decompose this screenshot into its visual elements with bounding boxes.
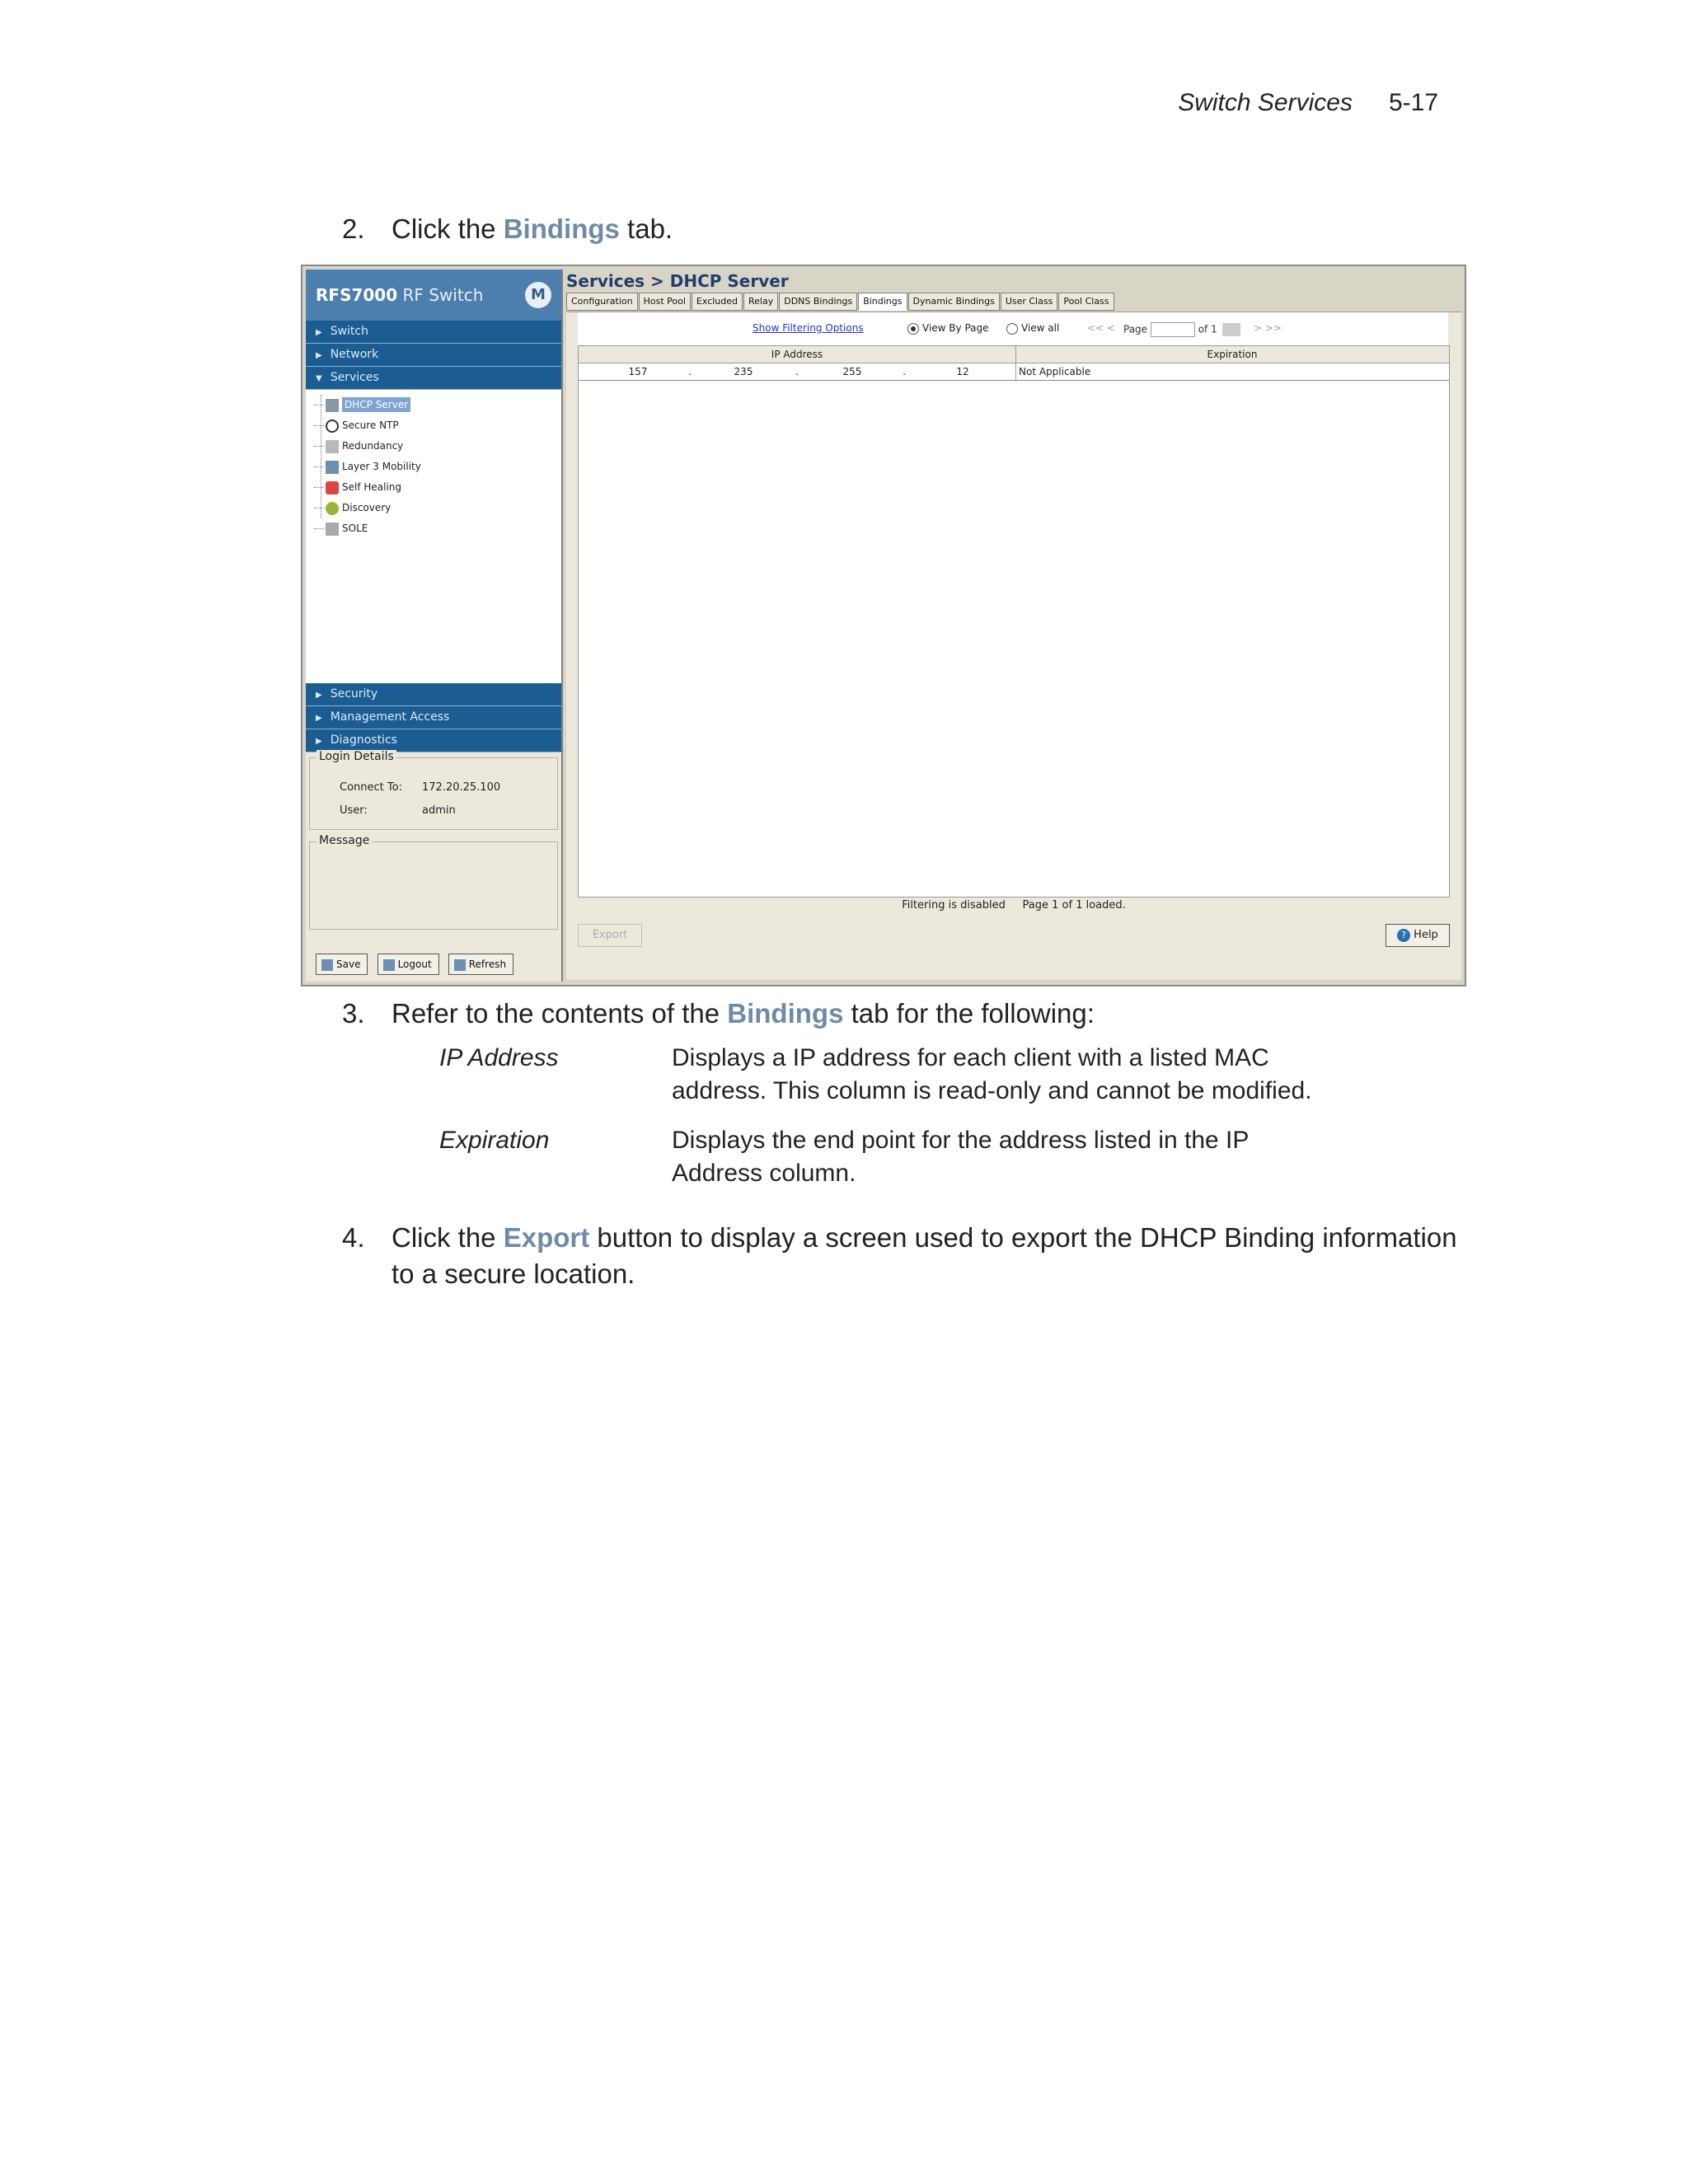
- tab-pool-class[interactable]: Pool Class: [1058, 293, 1114, 311]
- step-3: [342, 996, 1095, 1032]
- caret-right-icon: ▶: [316, 737, 322, 746]
- clock-icon: [326, 419, 339, 433]
- step-highlight: Bindings: [727, 998, 844, 1029]
- tab-dynamic-bindings[interactable]: Dynamic Bindings: [908, 293, 1000, 311]
- tree-item-self-healing[interactable]: [306, 477, 561, 498]
- tab-excluded[interactable]: Excluded: [692, 293, 743, 311]
- login-details: [309, 750, 558, 830]
- nav-services[interactable]: [306, 367, 561, 390]
- pager: [1123, 322, 1240, 337]
- tab-relay[interactable]: Relay: [743, 293, 778, 311]
- logout-button[interactable]: [377, 954, 439, 975]
- col-ip-address[interactable]: IP Address: [579, 346, 1016, 363]
- tree-item-redundancy[interactable]: [306, 436, 561, 457]
- brand-model: RFS7000: [316, 285, 398, 305]
- refresh-button[interactable]: [448, 954, 513, 975]
- go-button[interactable]: [1222, 323, 1240, 336]
- nav-label: Diagnostics: [330, 733, 397, 747]
- brand-bar: [306, 269, 561, 321]
- tab-ddns-bindings[interactable]: DDNS Bindings: [779, 293, 857, 311]
- step-number: 3.: [342, 998, 365, 1029]
- message-box: [309, 834, 558, 930]
- login-title: Login Details: [316, 750, 396, 763]
- first-aid-icon: [326, 481, 339, 494]
- page-of: of 1: [1198, 323, 1217, 335]
- brand-name: RF Switch: [402, 285, 484, 305]
- nav-security[interactable]: [306, 683, 561, 706]
- step-2: [342, 211, 673, 247]
- save-button[interactable]: [316, 954, 368, 975]
- step-text: button to display a screen used to export the DHCP Binding information to a secure location.: [392, 1222, 1457, 1289]
- tab-bar: [566, 293, 1115, 311]
- motorola-logo-icon: M: [525, 282, 551, 308]
- nav-label: Network: [330, 348, 379, 361]
- nav-label: Management Access: [330, 710, 450, 724]
- app-screenshot: [301, 265, 1466, 987]
- connect-value: 172.20.25.100: [422, 781, 501, 794]
- step-number: 2.: [342, 213, 365, 244]
- user-label: User:: [340, 804, 368, 817]
- tree-label: SOLE: [342, 523, 368, 534]
- tree-label: Layer 3 Mobility: [342, 461, 421, 472]
- nav-switch[interactable]: [306, 321, 561, 344]
- server-icon: [326, 399, 339, 412]
- step-highlight: Export: [503, 1222, 590, 1253]
- ip-dot: .: [688, 366, 692, 377]
- nav-management-access[interactable]: [306, 706, 561, 729]
- export-button[interactable]: Export: [578, 924, 642, 947]
- filter-bar: [578, 312, 1448, 345]
- view-all-radio[interactable]: [1006, 322, 1059, 335]
- tree-label: Self Healing: [342, 481, 402, 493]
- definition-term: Expiration: [439, 1127, 550, 1154]
- tree-item-sole[interactable]: [306, 518, 561, 539]
- main-panel: [565, 269, 1463, 982]
- page-number: 5-17: [1388, 89, 1438, 116]
- step-text: Click the: [392, 1222, 496, 1253]
- left-panel: [306, 269, 563, 982]
- caret-down-icon: ▼: [316, 374, 322, 383]
- tree-item-dhcp-server[interactable]: [306, 395, 561, 415]
- step-text: tab.: [627, 213, 673, 244]
- view-by-page-radio[interactable]: [907, 322, 989, 335]
- tree-item-discovery[interactable]: [306, 498, 561, 518]
- ip-octet: 255: [842, 366, 862, 377]
- table-row[interactable]: [579, 363, 1449, 381]
- col-expiration[interactable]: Expiration: [1207, 349, 1258, 360]
- step-body: [342, 1220, 1463, 1292]
- tab-host-pool[interactable]: Host Pool: [639, 293, 691, 311]
- nav-label: Security: [330, 687, 378, 701]
- radio-label: View By Page: [922, 322, 989, 334]
- tree-label: DHCP Server: [342, 397, 410, 412]
- connect-row: [340, 781, 500, 794]
- nav-label: Services: [330, 371, 379, 384]
- radio-label: View all: [1021, 322, 1060, 334]
- mobility-icon: [326, 461, 339, 474]
- pager-prev[interactable]: << <: [1087, 322, 1115, 334]
- message-title: Message: [316, 834, 372, 847]
- tree-item-secure-ntp[interactable]: [306, 415, 561, 436]
- running-header: [1178, 89, 1438, 117]
- tree-item-layer3-mobility[interactable]: [306, 457, 561, 477]
- expiration-cell: Not Applicable: [1019, 366, 1091, 377]
- services-tree: [306, 390, 561, 683]
- page-input[interactable]: [1151, 322, 1195, 337]
- user-row: [340, 804, 456, 817]
- nav-diagnostics[interactable]: [306, 729, 561, 752]
- save-icon: [321, 959, 333, 971]
- tab-bindings[interactable]: Bindings: [858, 293, 907, 311]
- table-header: [579, 346, 1449, 363]
- redundancy-icon: [326, 440, 339, 453]
- left-buttons: [316, 954, 518, 975]
- page-label: Page: [1123, 323, 1148, 335]
- caret-right-icon: ▶: [316, 714, 322, 723]
- caret-right-icon: ▶: [316, 328, 322, 337]
- tree-label: Discovery: [342, 502, 392, 513]
- bindings-pane: [566, 312, 1461, 980]
- step-4: [342, 1220, 1463, 1292]
- caret-right-icon: ▶: [316, 351, 322, 360]
- connect-label: Connect To:: [340, 781, 402, 794]
- button-label: Refresh: [468, 958, 507, 970]
- user-value: admin: [422, 804, 456, 817]
- button-label: Save: [336, 958, 361, 970]
- discovery-icon: [326, 502, 339, 515]
- ip-cell: [579, 363, 1016, 380]
- show-filtering-options-link[interactable]: Show Filtering Options: [753, 322, 864, 334]
- definition-term: IP Address: [439, 1044, 559, 1071]
- help-button[interactable]: [1386, 924, 1450, 947]
- step-highlight: Bindings: [503, 213, 620, 244]
- radio-selected-icon: [907, 323, 919, 335]
- tab-user-class[interactable]: User Class: [1001, 293, 1058, 311]
- caret-right-icon: ▶: [316, 691, 322, 700]
- bindings-table: [578, 345, 1450, 898]
- tree-label: Redundancy: [342, 440, 404, 452]
- radio-icon: [1006, 323, 1018, 335]
- button-label: Help: [1414, 929, 1438, 941]
- tab-configuration[interactable]: Configuration: [566, 293, 638, 311]
- button-label: Logout: [397, 958, 432, 970]
- status-line: Filtering is disabled Page 1 of 1 loaded.: [902, 899, 1126, 912]
- nav-network[interactable]: [306, 344, 561, 367]
- help-icon: ?: [1397, 929, 1410, 942]
- sole-icon: [326, 523, 339, 536]
- logout-icon: [383, 959, 395, 971]
- nav-label: Switch: [330, 325, 368, 338]
- definition-text: Displays a IP address for each client with a listed MAC address. This column is read-only and cannot be modified.: [672, 1044, 1312, 1104]
- ip-dot: .: [903, 366, 906, 377]
- step-text: Refer to the contents of the: [392, 998, 720, 1029]
- refresh-icon: [454, 959, 466, 971]
- ip-octet: 12: [956, 366, 969, 377]
- tree-label: Secure NTP: [342, 419, 399, 431]
- page-title: Services > DHCP Server: [566, 271, 789, 291]
- step-number: 4.: [342, 1222, 365, 1253]
- step-text: Click the: [392, 213, 496, 244]
- ip-dot: .: [795, 366, 799, 377]
- pager-next[interactable]: > >>: [1254, 322, 1282, 334]
- ip-octet: 235: [734, 366, 753, 377]
- ip-octet: 157: [628, 366, 648, 377]
- step-text: tab for the following:: [851, 998, 1095, 1029]
- definition-text: Displays the end point for the address listed in the IP Address column.: [672, 1127, 1249, 1187]
- section-title: Switch Services: [1178, 89, 1353, 116]
